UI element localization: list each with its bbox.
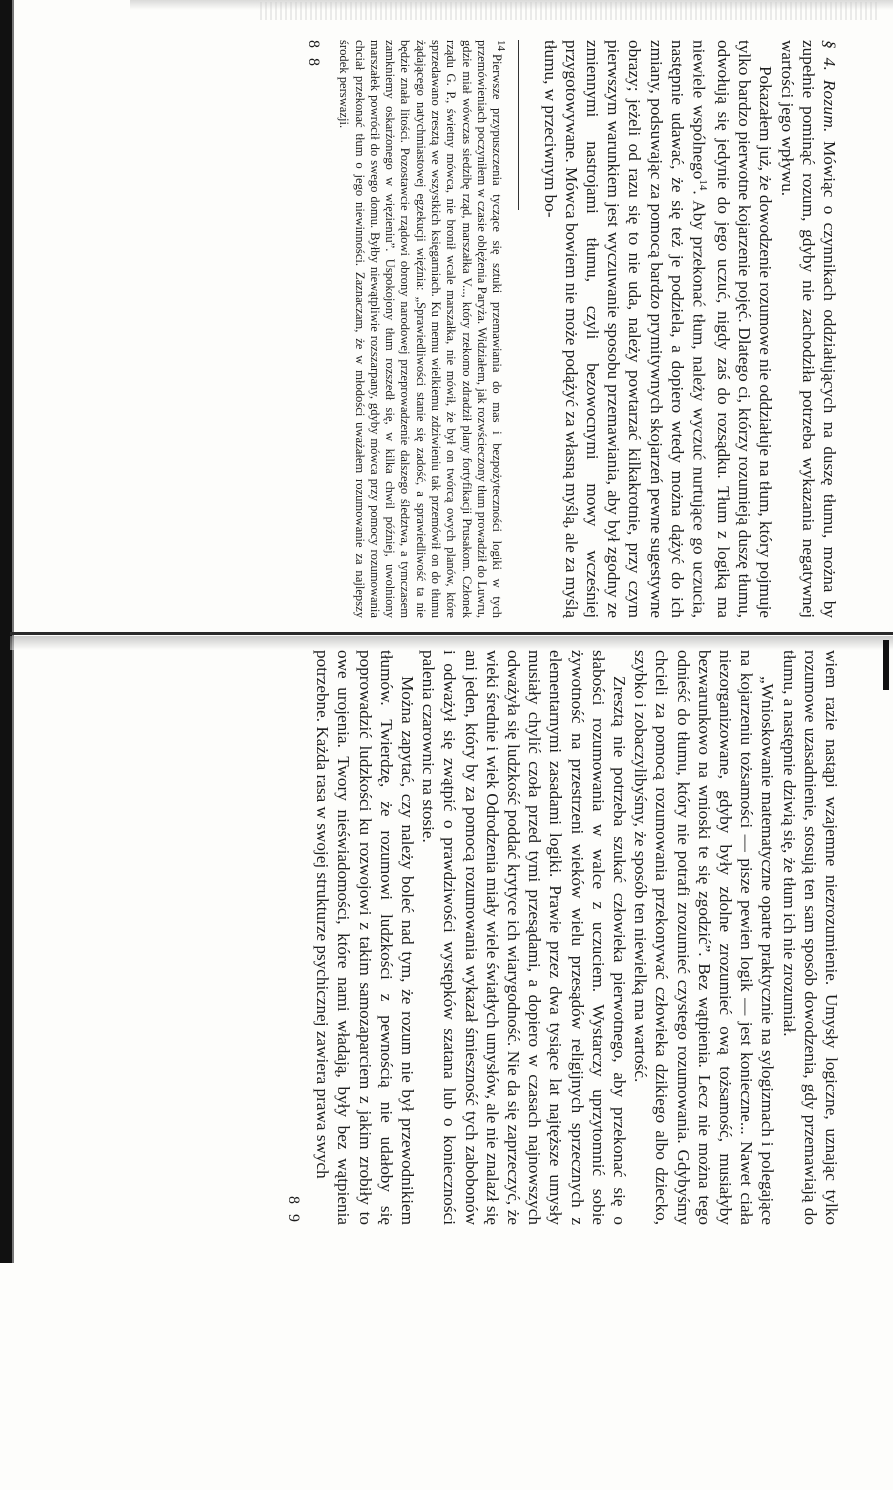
footnote-number: 14 — [495, 40, 508, 51]
paragraph-3: Zresztą nie potrzeba szukać człowieka pierwotnego, aby przekonać się o słabości rozumowania w walce z uczuciem. Wystarczy uprzytomnić sobie żywotność na przestrzeni wieków wielu przesądów religijnych sprzecznych z elementarnymi zasadami logiki. Prawie przez dwa tysiące lat najtęższe umysły musiały chylić czoła przed tymi przesądami, a dopiero w czasach najnowszych odważyła się ludzkość poddać krytyce ich wiarygodność. Nie da się zaprzeczyć, że wieki średnie i wiek Odrodzenia miały wiele światłych umysłów, ale nie znalazł się ani jeden, który by za pomocą rozumowania wykazał śmieszność tych zabobonów i odważył się zwątpić o prawdziwości występków szatana lub o konieczności palenia czarownic na stosie. — [419, 650, 629, 1225]
scan-top-noise — [260, 2, 880, 20]
page-89 — [90, 650, 841, 1490]
footnote-reference[interactable]: 14 — [696, 179, 709, 191]
paragraph-2-text: Pokazałem już, że dowodzenie rozumowe nie oddziałuje na tłum, który pojmuje tylko bardzo pierwotne kojarzenie pojęć. Dlatego ci, którzy rozumieją duszę tłumu, odwołują się jedynie do jego uczuć, nigdy zaś do rozsądku. Tłum z logiką ma niewiele wspólnego — [689, 40, 776, 618]
paragraph-1 — [776, 40, 840, 618]
footnote-text: Pierwsze przypuszczenia tyczące się sztuki przemawiania do mas i bezpożyteczności logiki w tych przemówieniach poczyniłem w czasie oblężenia Paryża. Widziałem, jak rozwścieczony tłum prowadził do Luwru, gdzie miał wówczas siedzibę rząd, marszałka V..., który rzekomo zdradził plany fortyfikacji Prusakom. Członek rządu G. P., świetny mówca, nie bronił wcale marszałka, nie mówił, że był on twórcą owych planów, które sprzedawano zresztą we wszystkich księgarniach. Ku memu wielkiemu zdziwieniu tak przemówił on do tłumu żądającego natychmiastowej egzekucji więźnia: „Sprawiedliwości stanie się zadość, a sprawiedliwość ta nie będzie znała litości. Pozostawcie rządowi obrony narodowej przeprowadzenie dalszego śledztwa, a tymczasem zamkniemy oskarżonego w więzieniu”. Uspokojony tłum rozszedł się, w kilka chwil później, uwolniony marszałek powrócił do swego domu. Byłby niewątpliwie rozszarpany, gdyby mówca przy pomocy rozumowania chciał przekonać tłum o jego niewinności. Zaznaczam, że w młodości uważałem rozumowanie za najlepszy środek perswazji. — [337, 40, 505, 618]
quotation-paragraph: „Wnioskowanie matematyczne oparte praktycznie na sylogizmach i polegające na kojarzeniu tożsamości — pisze pewien logik — jest konieczne... Nawet ciała niezorganizowane, gdyby były zdolne zrozumieć ową tożsamość, musiałyby bezwarunkowo na wnioski te się zgodzić”. Bez wątpienia. Lecz nie można tego odnieść do tłumu, który nie potrafi zrozumieć czystego rozumowania. Gdybyśmy chcieli za pomocą rozumowania przekonywać człowieka dzikiego albo dziecko, szybko i zobaczylibyśmy, że sposób ten niewielką ma wartość. — [631, 650, 778, 1225]
page-number-89: 8 9 — [284, 1196, 302, 1225]
section-label: § 4. Rozum. — [820, 40, 839, 133]
footnote-separator — [518, 40, 519, 210]
paragraph-1-text: Mówiąc o czynnikach oddziałujących na duszę tłumu, można by zupełnie pominąć rozum, gdyby nie zachodziła potrzeba wykazania negatywnej wartości jego wpływu. — [777, 40, 839, 619]
spine-dark-mark — [883, 640, 889, 690]
page-number-88: 8 8 — [304, 40, 322, 69]
paragraph-continuation: wiem razie nastąpi wzajemne niezrozumienie. Umysły logiczne, uznając tylko rozumowe uzasadnienie, stosują ten sam sposób dowodzenia, gdy przemawiają do tłumu, a następnie dziwią się, że tłum ich nie zrozumiał. — [779, 650, 841, 1225]
paragraph-2-continuation: . Aby przekonać tłum, należy wyczuć nurtujące go uczucia, następnie udawać, że się też je podziela, a dopiero wtedy można dążyć do ich zmiany, podsuwając za pomocą bardzo prymitywnych skojarzeń pewne sugestywne obrazy; jeżeli od razu się to nie uda, należy powtarzać kilkakrotnie, przy czym pierwszym warunkiem jest wyczuwanie sposobu przemawiania, aby był zgodny ze zmiennymi nastrojami tłumu, czyli bezowocnymi mowy wcześniej przygotowywane. Mówca bowiem nie może podążyć za własną myślą, ale za myślą tłumu, w przeciwnym bo- — [540, 40, 709, 618]
footnote-14 — [336, 40, 508, 618]
page-89-rotated-content — [284, 650, 842, 1225]
paragraph-4: Można zapytać, czy należy boleć nad tym, że rozum nie był przewodnikiem tłumów. Twierdzę, że rozumowi ludzkości z pewnością nie udałoby się poprowadzić ludzkości ku rozwojowi z takim samozaparciem z jakim zrobiły to owe urojenia. Twory nieświadomości, które nami władają, były bez wątpienia potrzebne. Każda rasa w swojej strukturze psychicznej zawiera prawa swych — [313, 650, 417, 1225]
paragraph-2 — [539, 40, 776, 618]
page-88-rotated-content — [304, 40, 840, 618]
